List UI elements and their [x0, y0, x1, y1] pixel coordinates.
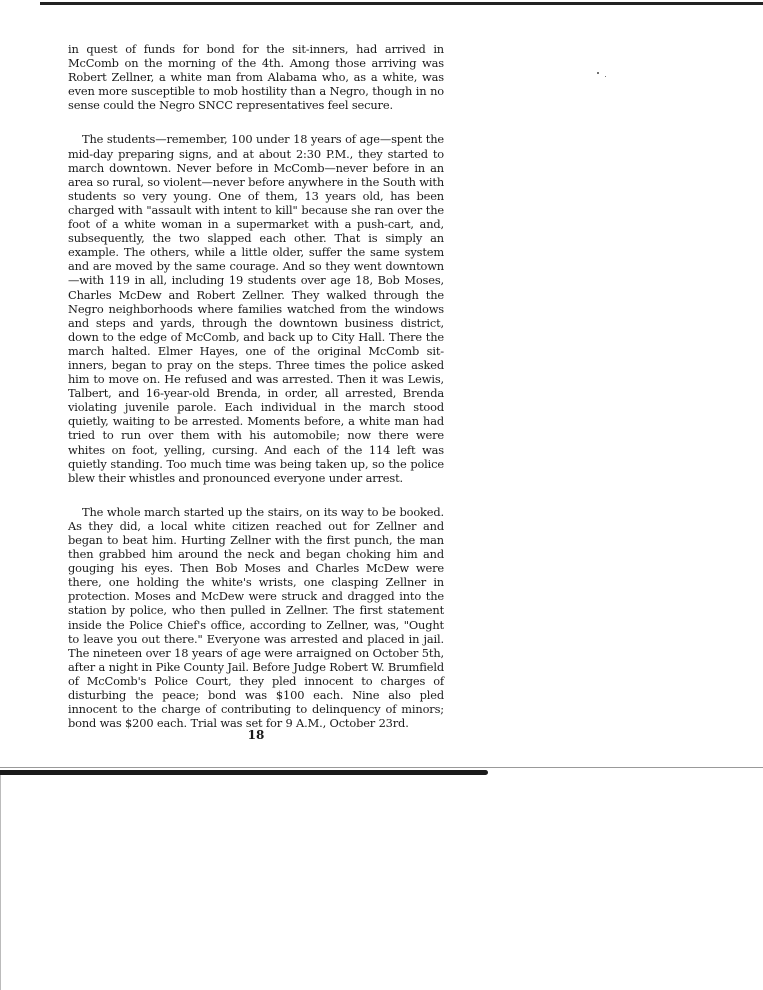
body-text: [68, 42, 444, 744]
paragraph-2: The students—remember, 100 under 18 years of age—spent the mid-day preparing signs, and at about 2:30 P.M., they started to march downtown. Never before in McComb—never before in an area so rural, so violent—never before anywhere in the South with students so very young. One of them, 13 years old, has been charged with "assault with intent to kill" because she ran over the foot of a white woman in a supermarket with a push-cart, and, subsequently, the two slapped each other. That is simply an example. The others, while a little older, suffer the same system and are moved by the same courage. And so they went downtown—with 119 in all, including 19 students over age 18, Bob Moses, Charles McDew and Robert Zellner. They walked through the Negro neighborhoods where families watched from the windows and steps and yards, through the downtown business district, down to the edge of McComb, and back up to City Hall. There the march halted. Elmer Hayes, one of the original McComb sit-inners, began to pray on the steps. Three times the police asked him to move on. He refused and was arrested. Then it was Lewis, Talbert, and 16-year-old Brenda, in order, all arrested, Brenda violating juvenile parole. Each individual in the march stood quietly, waiting to be arrested. Moments before, a white man had tried to run over them with his automobile; now there were whites on foot, yelling, cursing. And each of the 114 left was quietly standing. Too much time was being taken up, so the police blew their whistles and pronounced everyone under arrest.: [68, 132, 444, 485]
scan-speck: [597, 72, 599, 74]
page-number: 18: [247, 728, 265, 742]
left-page-edge: [0, 775, 1, 990]
top-rule: [0, 2, 763, 5]
paragraph-1: in quest of funds for bond for the sit-inners, had arrived in McComb on the morning of the 4th. Among those arriving was Robert Zellner, a white man from Alabama who, as a white, was even more susceptible to mob hostility than a Negro, though in no sense could the Negro SNCC representatives feel secure.: [68, 42, 444, 113]
paragraph-3: The whole march started up the stairs, on its way to be booked. As they did, a local white citizen reached out for Zellner and began to beat him. Hurting Zellner with the first punch, the man then grabbed him around the neck and began choking him and gouging his eyes. Then Bob Moses and Charles McDew were there, one holding the white's wrists, one clasping Zellner in protection. Moses and McDew were struck and dragged into the station by police, who then pulled in Zellner. The first statement inside the Police Chief's office, according to Zellner, was, "Ought to leave you out there." Everyone was arrested and placed in jail. The nineteen over 18 years of age were arraigned on October 5th, after a night in Pike County Jail. Before Judge Robert W. Brumfield of McComb's Police Court, they pled innocent to charges of disturbing the peace; bond was $100 each. Nine also pled innocent to the charge of contributing to delinquency of minors; bond was $200 each. Trial was set for 9 A.M., October 23rd.: [68, 504, 444, 731]
top-rule-gap: [0, 0, 40, 7]
bottom-rule: [0, 770, 488, 775]
bottom-thin-rule: [0, 767, 763, 768]
scan-speck: [605, 76, 606, 77]
